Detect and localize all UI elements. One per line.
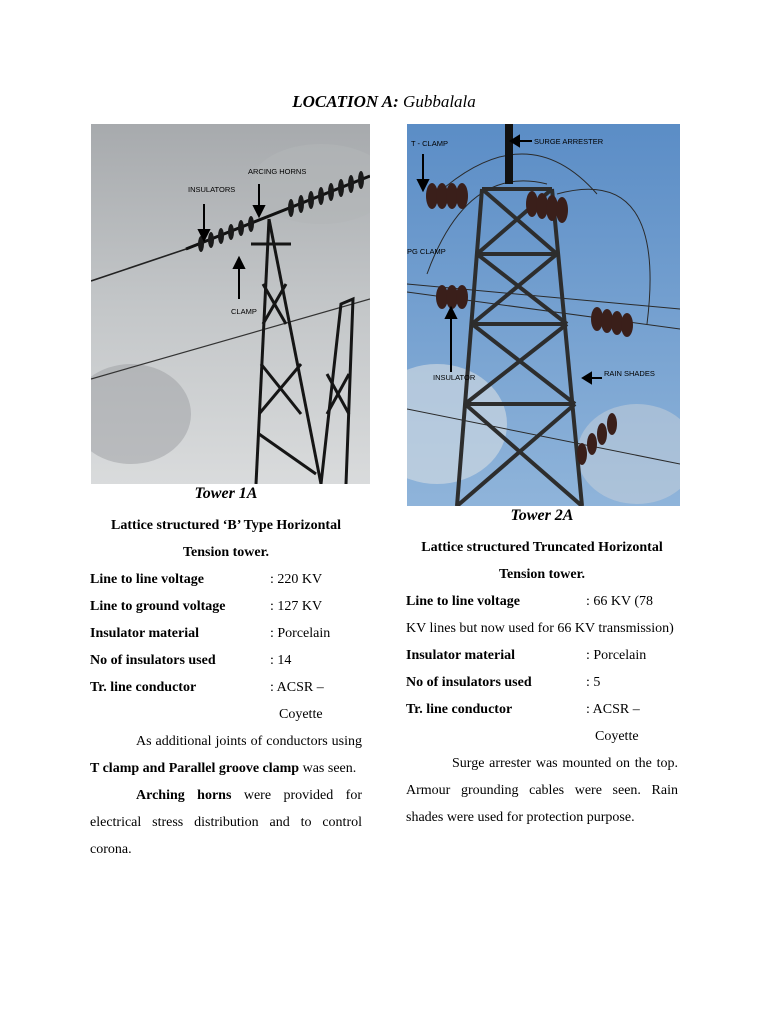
label-arcing-horns: ARCING HORNS	[248, 167, 307, 176]
spec-key: Insulator material	[90, 626, 200, 641]
tower-2a-description: Lattice structured Truncated Horizontal Tension tower.	[421, 540, 663, 582]
spec-value-wrap: KV lines but now used for 66 KV transmission)	[406, 621, 674, 636]
spec-value-continuation: Coyette	[279, 707, 323, 722]
spec-row	[90, 620, 362, 647]
label-insulators: INSULATORS	[188, 185, 236, 194]
tower-1a-title: Tower 1A	[194, 485, 258, 502]
spec-row	[90, 593, 362, 620]
spec-value-continuation: Coyette	[595, 729, 639, 744]
para-bold: Arching horns	[136, 788, 232, 803]
label-clamp: CLAMP	[231, 307, 257, 316]
tower-2a-title: Tower 2A	[510, 507, 574, 524]
tower-1a-column	[90, 484, 362, 863]
spec-key: Tr. line conductor	[406, 702, 513, 717]
spec-value-main: : ACSR –	[270, 680, 324, 695]
label-insulator: INSULATOR	[433, 373, 476, 382]
spec-value: : 66 KV (78	[586, 594, 654, 609]
spec-key: Insulator material	[406, 648, 516, 663]
spec-key: Line to line voltage	[406, 594, 520, 609]
tower-1a-paragraph-arching	[90, 782, 362, 863]
spec-value: : 14	[270, 653, 292, 668]
spec-row	[90, 674, 362, 728]
tower-1a-photo	[91, 124, 370, 484]
spec-value-main: : ACSR –	[586, 702, 640, 717]
label-rain-shades: RAIN SHADES	[604, 369, 655, 378]
spec-value: : Porcelain	[586, 648, 647, 663]
tower-2a-column	[406, 506, 678, 831]
spec-value: : 5	[586, 675, 601, 690]
spec-key: Line to ground voltage	[90, 599, 226, 614]
location-name: Gubbalala	[403, 92, 476, 111]
spec-row	[406, 669, 678, 696]
tower-2a-paragraph: Surge arrester was mounted on the top. Armour grounding cables were seen. Rain shades were used for protection purpose.	[406, 756, 678, 825]
label-pg-clamp: PG CLAMP	[407, 247, 446, 256]
para-text: was seen.	[299, 761, 357, 776]
tower-1a-paragraph-joints	[90, 728, 362, 782]
spec-key: Line to line voltage	[90, 572, 204, 587]
spec-row	[406, 642, 678, 669]
label-t-clamp: T - CLAMP	[411, 139, 448, 148]
spec-key: Tr. line conductor	[90, 680, 197, 695]
spec-key: No of insulators used	[406, 675, 532, 690]
spec-key: No of insulators used	[90, 653, 216, 668]
spec-value: : 127 KV	[270, 599, 323, 614]
para-text: were provided for electrical stress distribution and to control corona.	[90, 788, 363, 857]
spec-value: : 220 KV	[270, 572, 323, 587]
spec-row	[406, 696, 678, 750]
spec-value	[270, 674, 362, 728]
para-text: As additional joints of conductors using	[136, 734, 362, 749]
spec-value	[586, 696, 678, 750]
tower-1a-description: Lattice structured ‘B’ Type Horizontal Tension tower.	[111, 518, 341, 560]
spec-value: : Porcelain	[270, 626, 331, 641]
para-bold: T clamp and Parallel groove clamp	[90, 761, 300, 776]
location-label: LOCATION A:	[292, 92, 399, 111]
label-surge-arrester: SURGE ARRESTER	[534, 137, 604, 146]
spec-row	[90, 566, 362, 593]
spec-row	[90, 647, 362, 674]
spec-row	[406, 588, 678, 615]
page-title	[0, 92, 768, 112]
tower-2a-photo	[407, 124, 680, 506]
